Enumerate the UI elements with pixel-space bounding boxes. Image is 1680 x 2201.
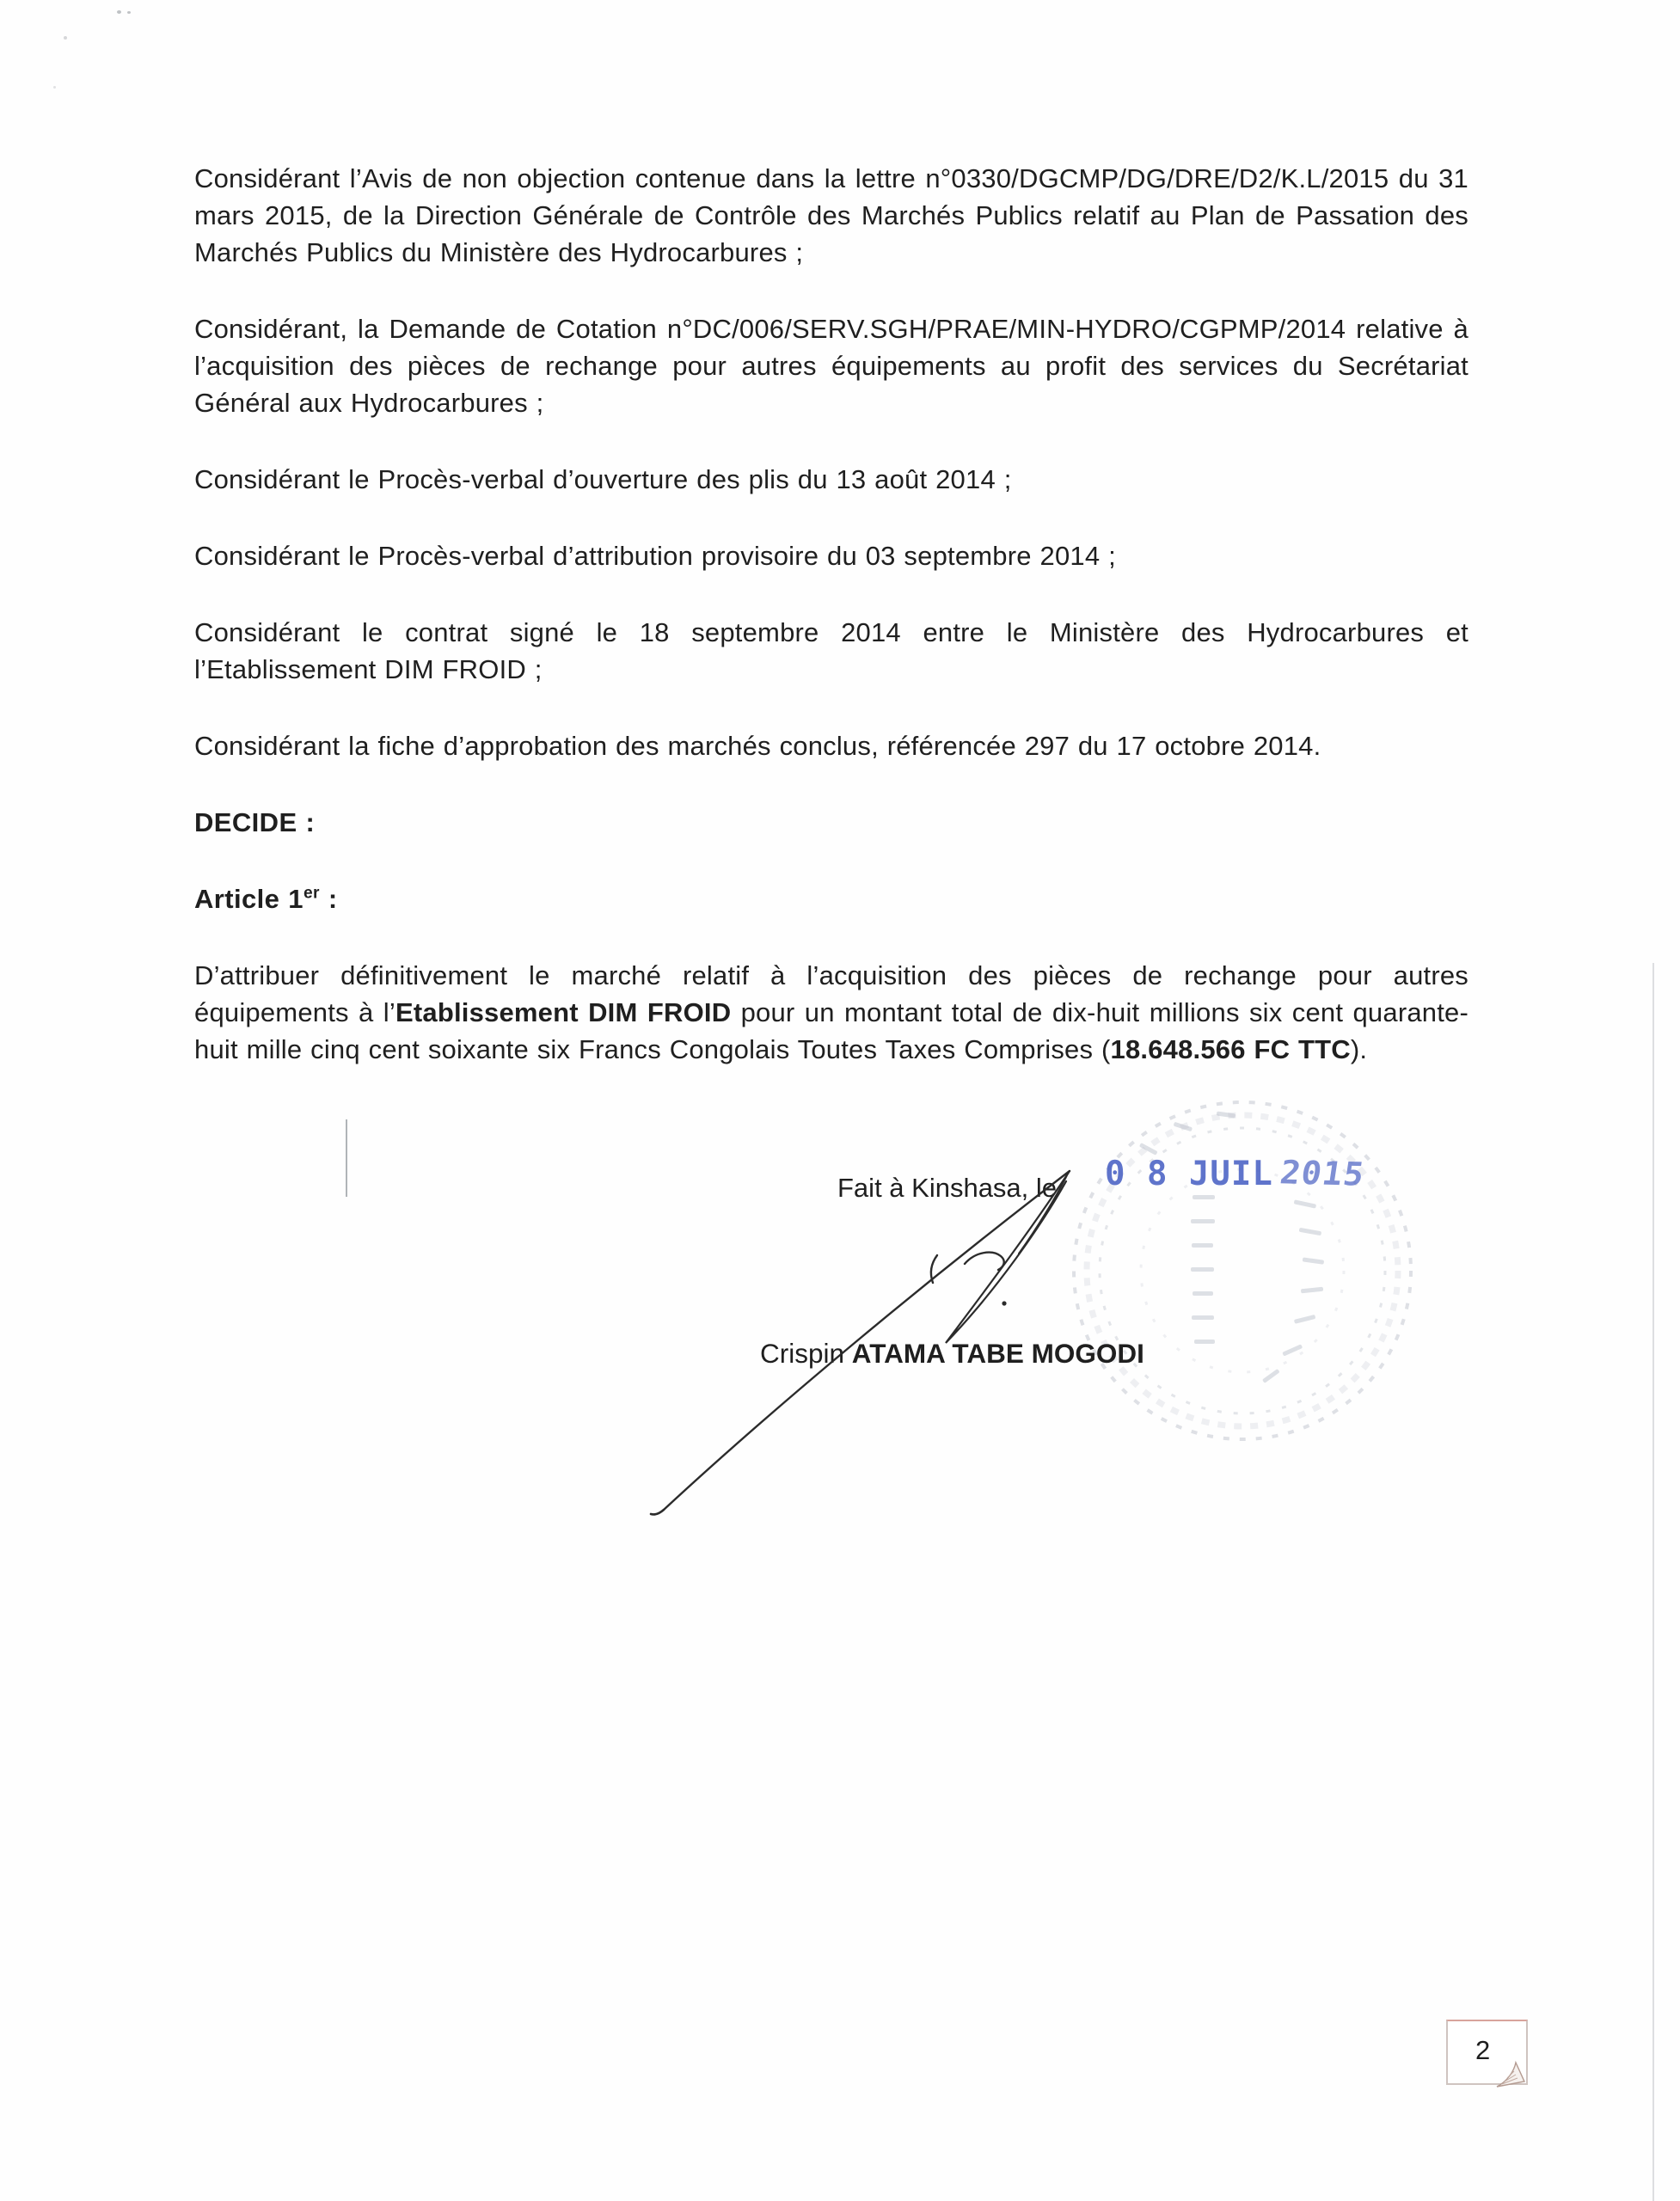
paragraph-considerant-contrat: Considérant le contrat signé le 18 septembre 2014 entre le Ministère des Hydrocarbures et l’Etablissement DIM FROID ; — [194, 617, 1468, 684]
attribution-company-bold: Etablissement DIM FROID — [395, 997, 732, 1027]
page-curl-icon — [1495, 2059, 1530, 2088]
paragraph-considerant-fiche-approbation: Considérant la fiche d’approbation des marchés conclus, référencée 297 du 17 octobre 2014. — [194, 731, 1321, 761]
document-body — [194, 160, 1468, 1372]
date-stamp-year: 2015 — [1277, 1154, 1367, 1194]
scan-speck — [117, 10, 121, 14]
decide-heading: DECIDE : — [194, 807, 316, 837]
date-stamp: 0 8 JUIL 2015 — [1105, 1154, 1367, 1194]
paragraph-considerant-attribution-provisoire: Considérant le Procès-verbal d’attribution provisoire du 03 septembre 2014 ; — [194, 541, 1116, 571]
signer-last-name-bold: ATAMA TABE MOGODI — [851, 1338, 1144, 1369]
attribution-amount-bold: 18.648.566 FC TTC — [1110, 1034, 1351, 1064]
scan-edge-shadow — [1652, 963, 1654, 2201]
paragraph-attribution-definitive: D’attribuer définitivement le marché relatif à l’acquisition des pièces de rechange pour autres équipements à l’Etablissement DIM FROID pour un montant total de dix-huit millions six cent quarante-huit mille cinq cent soixante six Francs Congolais Toutes Taxes Comprises (18.648.566 FC TTC). — [194, 960, 1468, 1064]
signer-first-name: Crispin — [760, 1338, 852, 1369]
scan-speck — [64, 36, 67, 40]
signer-name-line — [760, 1335, 1468, 1372]
paragraph-considerant-cotation: Considérant, la Demande de Cotation n°DC/006/SERV.SGH/PRAE/MIN-HYDRO/CGPMP/2014 relative à l’acquisition des pièces de rechange pour autres équipements au profit des services du Secrétariat Général aux Hydrocarbures ; — [194, 314, 1468, 418]
page-number: 2 — [1475, 2035, 1491, 2065]
article-ordinal-sup: er — [303, 884, 320, 903]
page-number-box — [1446, 2020, 1528, 2085]
fait-a-kinshasa-label: Fait à Kinshasa, le — [837, 1173, 1058, 1203]
paragraph-considerant-avis: Considérant l’Avis de non objection contenue dans la lettre n°0330/DGCMP/DG/DRE/D2/K.L/2015 du 31 mars 2015, de la Direction Générale de Contrôle des Marchés Publics relatif au Plan de Passation des Marchés Publics du Ministère des Hydrocarbures ; — [194, 163, 1468, 267]
scan-speck — [53, 86, 56, 89]
closing-line — [837, 1154, 1468, 1206]
paragraph-considerant-ouverture-plis: Considérant le Procès-verbal d’ouverture des plis du 13 août 2014 ; — [194, 464, 1012, 494]
scan-speck — [127, 11, 131, 14]
article-1-heading: Article 1er : — [194, 884, 338, 914]
